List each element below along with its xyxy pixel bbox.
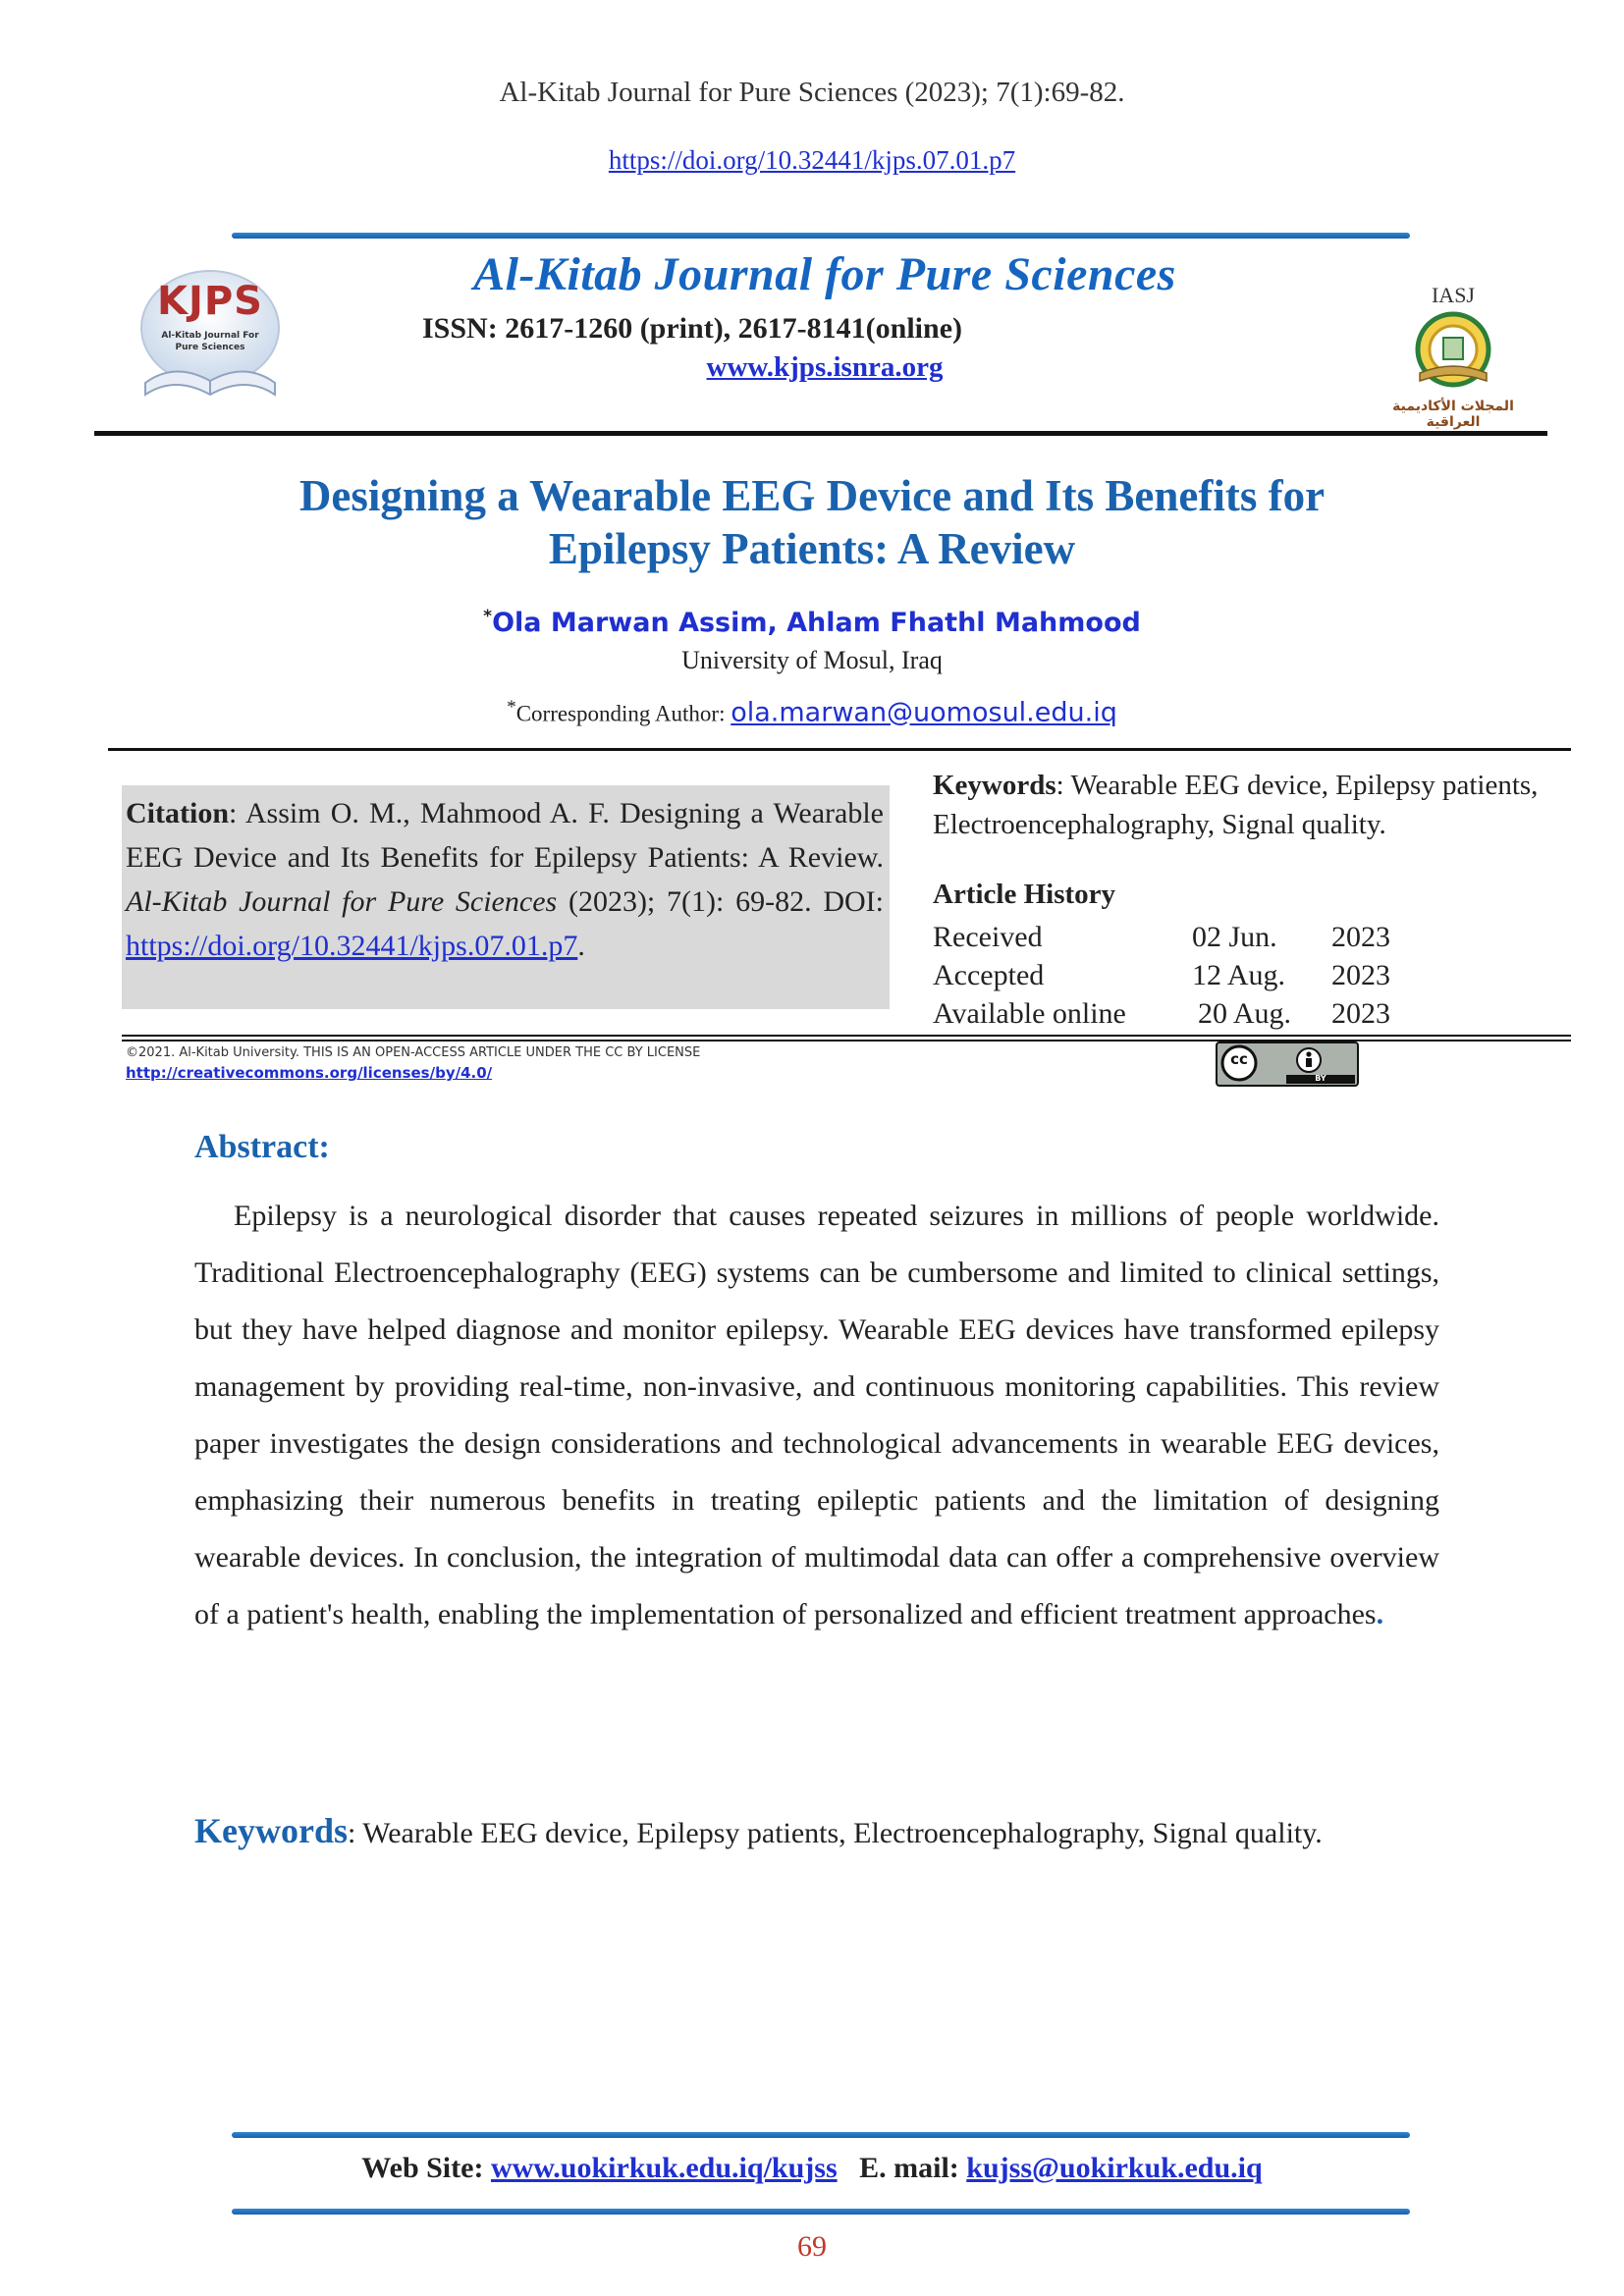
journal-website-text[interactable]: www.kjps.isnra.org xyxy=(706,351,944,383)
info-bottom-rule xyxy=(122,1035,1571,1037)
corresponding-author xyxy=(0,697,1624,728)
issn: ISSN: 2617-1260 (print), 2617-8141(online) xyxy=(422,312,963,345)
corresponding-label: Corresponding Author: xyxy=(515,701,731,726)
keywords-text: : Wearable EEG device, Epilepsy patients, Electroencephalography, Signal quality. xyxy=(348,1817,1323,1849)
keywords-paragraph xyxy=(194,1800,1439,1864)
citation-end: . xyxy=(577,930,585,962)
doi-link[interactable] xyxy=(0,145,1624,176)
iasj-logo-acronym: IASJ xyxy=(1431,283,1475,307)
iasj-seal-logo-icon xyxy=(1414,310,1492,389)
history-year: 2023 xyxy=(1331,997,1390,1030)
kjps-logo xyxy=(126,267,295,414)
paper-title-line-1: Designing a Wearable EEG Device and Its Benefits for xyxy=(298,471,1326,520)
footer-email-label: E. mail: xyxy=(859,2152,967,2184)
cc-by-badge[interactable] xyxy=(1216,1041,1359,1087)
footer xyxy=(0,2152,1624,2185)
citation-journal: Al-Kitab Journal for Pure Sciences xyxy=(126,885,558,918)
side-keywords-label: Keywords xyxy=(933,770,1056,801)
history-day: 12 Aug. xyxy=(1192,959,1286,991)
affiliation: University of Mosul, Iraq xyxy=(681,646,943,674)
author-names: Ola Marwan Assim, Ahlam Fhathl Mahmood xyxy=(492,608,1141,638)
corresponding-email-link[interactable]: ola.marwan@uomosul.edu.iq xyxy=(731,697,1117,728)
history-day: 02 Jun. xyxy=(1192,921,1277,953)
corresponding-marker: * xyxy=(507,697,516,718)
history-year: 2023 xyxy=(1331,959,1390,991)
footer-rule-bottom xyxy=(232,2209,1410,2215)
paper-title xyxy=(157,469,1467,575)
cc-badge-cc: cc xyxy=(1230,1050,1248,1068)
running-head: Al-Kitab Journal for Pure Sciences (2023); 7(1):69-82. xyxy=(499,77,1125,108)
license-text: ©2021. Al-Kitab University. THIS IS AN OPEN-ACCESS ARTICLE UNDER THE CC BY LICENSE xyxy=(126,1045,701,1060)
history-row-received xyxy=(933,921,1561,958)
abstract-body xyxy=(194,1188,1439,1643)
history-year: 2023 xyxy=(1331,921,1390,953)
page-number: 69 xyxy=(797,2230,827,2263)
citation-text: : Assim O. M., Mahmood A. F. Designing a Wearable EEG Device and Its Benefits for Epilepsy Patients: A Review. xyxy=(126,797,884,874)
license-link[interactable] xyxy=(126,1064,492,1082)
iasj-logo xyxy=(1365,277,1542,430)
footer-email-link[interactable]: kujss@uokirkuk.edu.iq xyxy=(966,2152,1263,2184)
journal-website-link[interactable] xyxy=(412,351,1237,384)
citation-text-after: (2023); 7(1): 69-82. DOI: xyxy=(557,885,885,918)
authors xyxy=(0,607,1624,638)
history-label: Accepted xyxy=(933,959,1045,991)
masthead-rule xyxy=(94,431,1547,436)
article-history-title: Article History xyxy=(933,879,1116,910)
history-label: Available online xyxy=(933,997,1126,1030)
history-row-available-online xyxy=(933,997,1561,1035)
footer-rule-top xyxy=(232,2132,1410,2138)
kjps-logo-subtitle: Al-Kitab Journal For Pure Sciences xyxy=(161,331,259,352)
license-link-text[interactable]: http://creativecommons.org/licenses/by/4.0/ xyxy=(126,1064,493,1082)
side-keywords xyxy=(933,766,1561,844)
citation-box xyxy=(122,785,890,1009)
journal-title: Al-Kitab Journal for Pure Sciences xyxy=(473,248,1176,300)
footer-website-link[interactable]: www.uokirkuk.edu.iq/kujss xyxy=(490,2152,838,2184)
header-rule xyxy=(232,233,1410,239)
kjps-logo-acronym: KJPS xyxy=(156,279,263,324)
side-keywords-text: : Wearable EEG device, Epilepsy patients, Electroencephalography, Signal quality. xyxy=(933,770,1539,840)
paper-title-line-2: Epilepsy Patients: A Review xyxy=(548,524,1076,573)
doi-link-text[interactable]: https://doi.org/10.32441/kjps.07.01.p7 xyxy=(608,145,1016,175)
abstract-text: Epilepsy is a neurological disorder that causes repeated seizures in millions of people worldwide. Traditional Electroencephalography (EEG) systems can be cumbersome and limited to clinical settings, but they have helped diagnose and monitor epilepsy. Wearable EEG devices have transformed epilepsy management by providing real-time, non-invasive, and continuous monitoring capabilities. This review paper investigates the design considerations and technological advancements in wearable EEG devices, emphasizing their numerous benefits in treating epileptic patients and the limitation of designing wearable devices. In conclusion, the integration of multimodal data can offer a comprehensive overview of a patient's health, enabling the implementation of personalized and efficient treatment approaches xyxy=(194,1200,1439,1630)
keywords-label: Keywords xyxy=(194,1811,348,1850)
citation-doi-link[interactable]: https://doi.org/10.32441/kjps.07.01.p7 xyxy=(126,930,578,962)
abstract-end-mark: . xyxy=(1376,1598,1384,1630)
abstract-heading: Abstract: xyxy=(194,1129,330,1165)
history-row-accepted xyxy=(933,959,1561,996)
cc-badge-by: BY xyxy=(1315,1074,1326,1083)
info-top-rule xyxy=(108,748,1571,751)
history-label: Received xyxy=(933,921,1043,953)
iasj-logo-caption: المجلات الأكاديمية العراقية xyxy=(1392,399,1514,430)
citation-label: Citation xyxy=(126,797,229,829)
history-day: 20 Aug. xyxy=(1198,997,1292,1030)
author-marker: * xyxy=(483,607,493,626)
footer-website-label: Web Site: xyxy=(361,2152,491,2184)
